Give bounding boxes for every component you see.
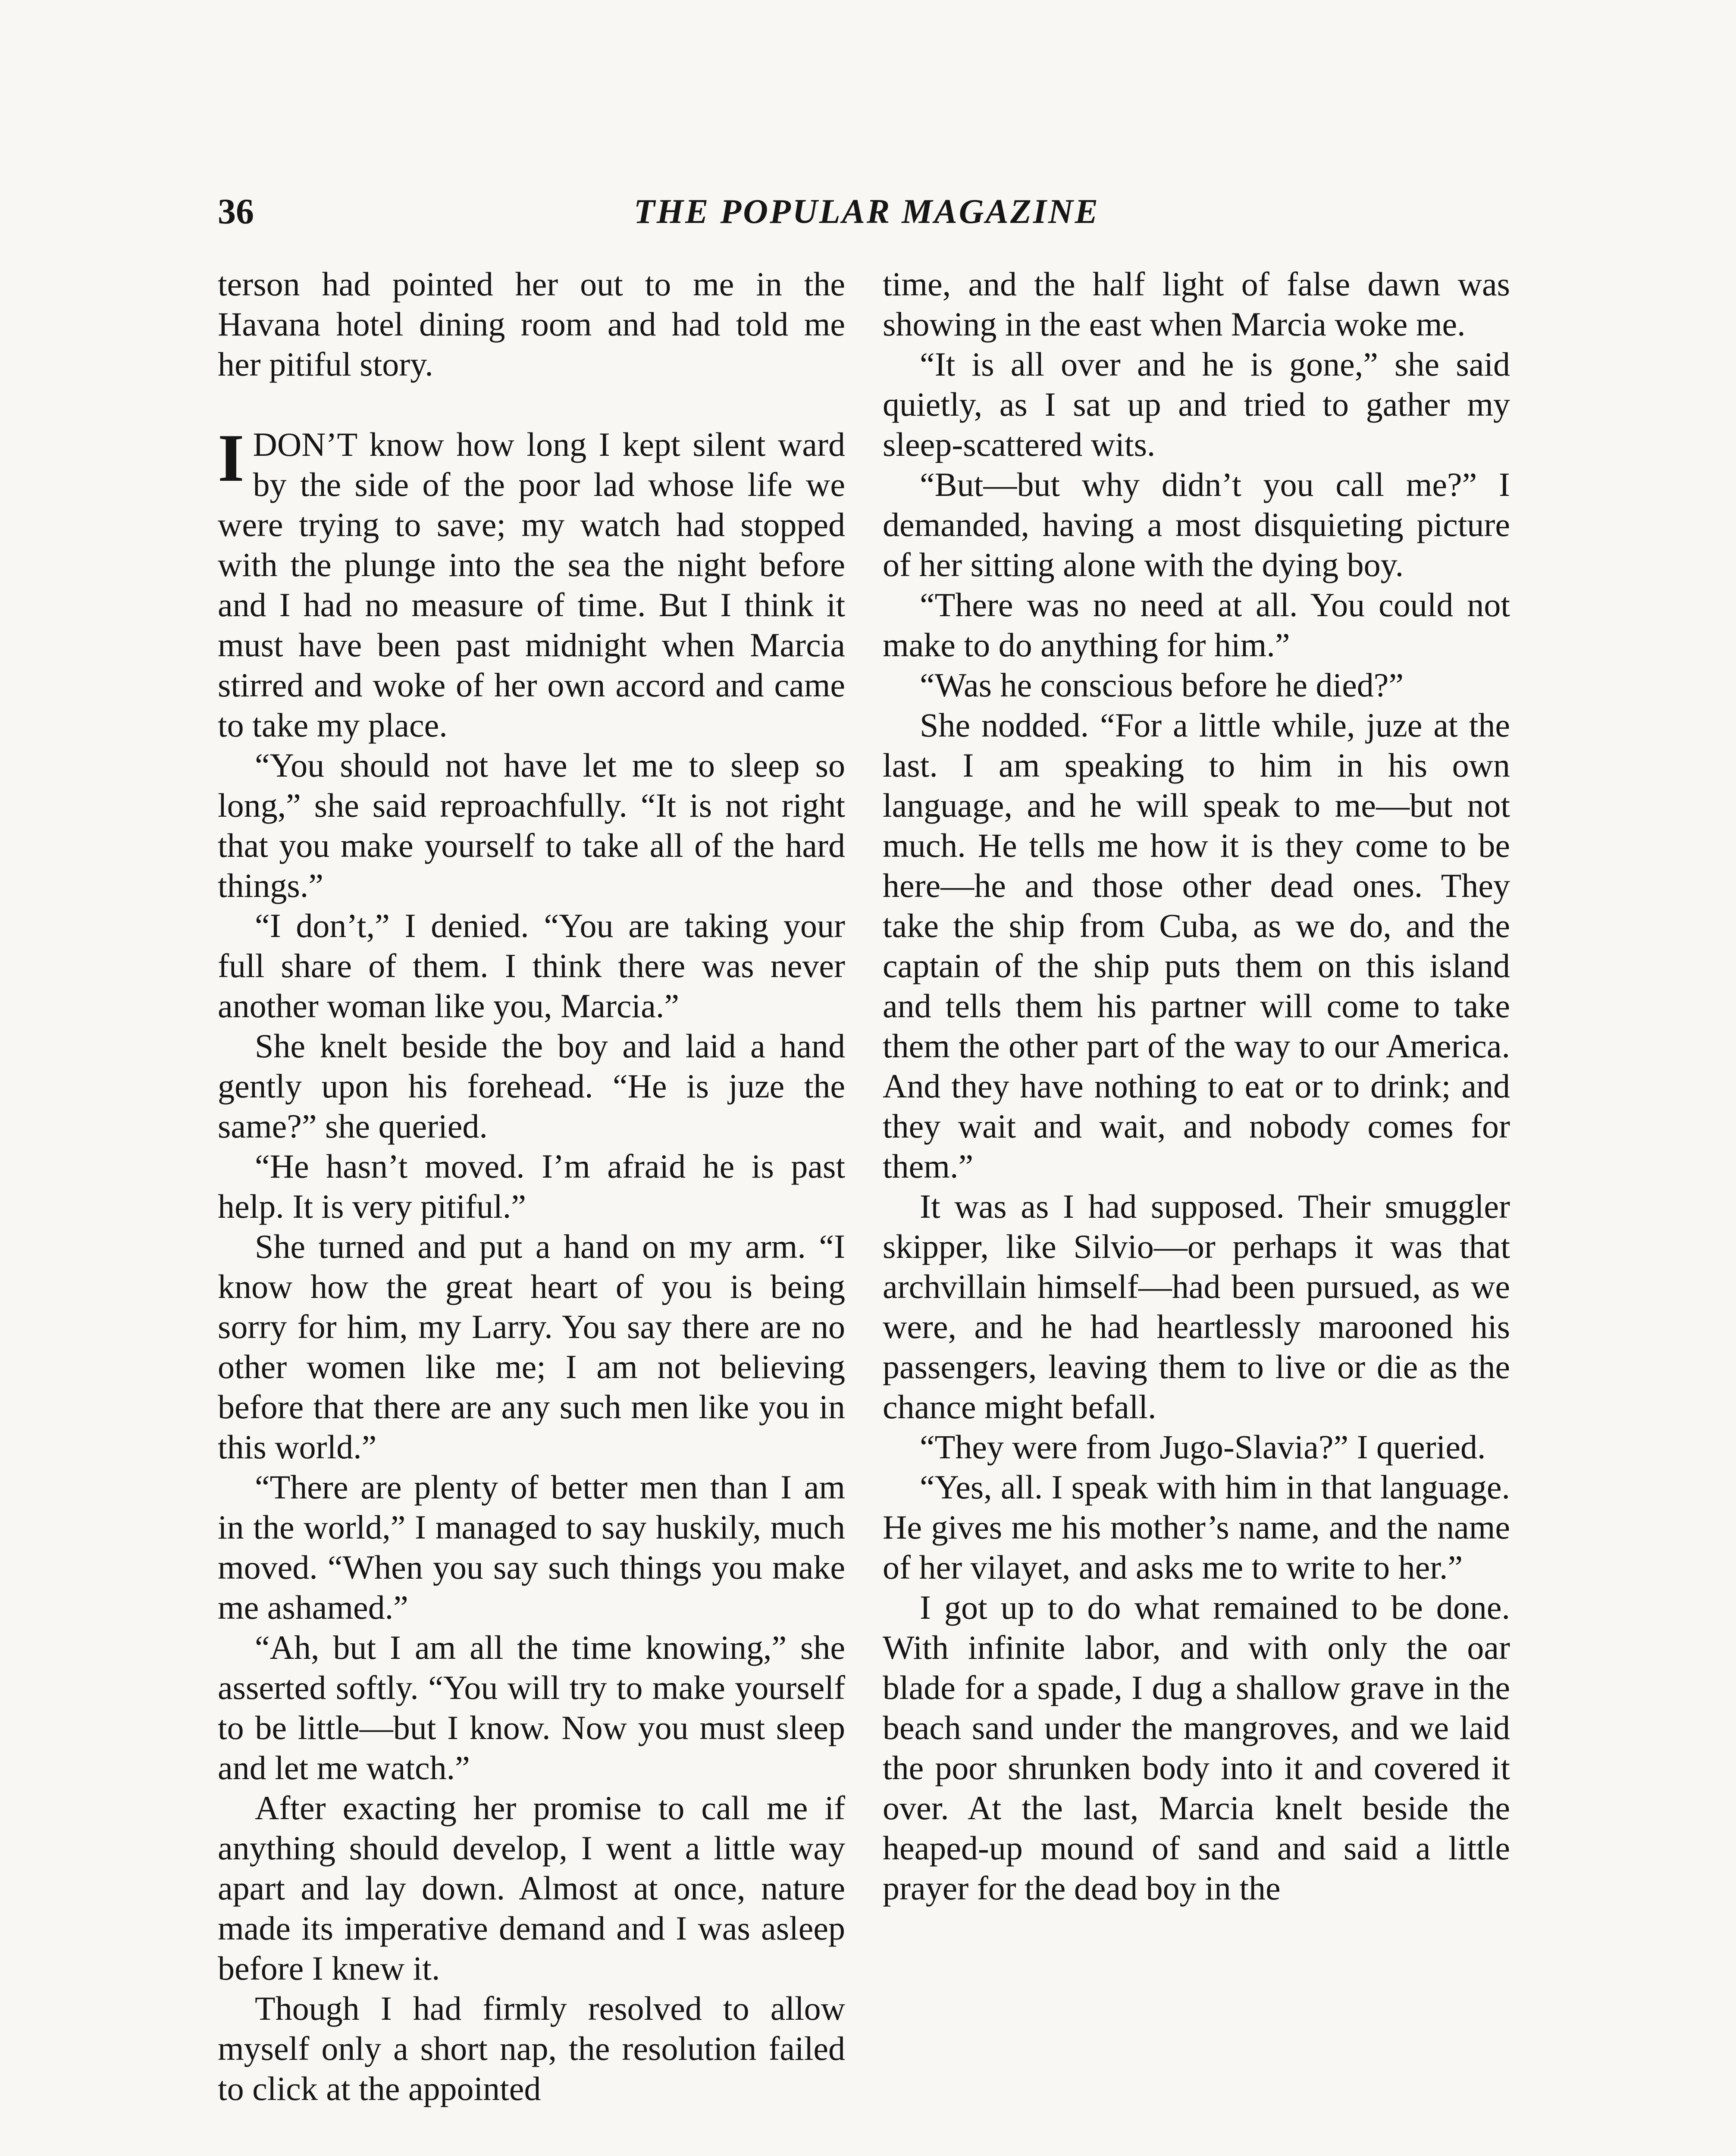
page-number: 36 — [218, 191, 254, 232]
paragraph: “You should not have let me to sleep so long,” she said reproachfully. “It is not right that you make yourself to take all of the hard things.” — [218, 746, 845, 904]
paragraph: time, and the half light of false dawn was showing in the east when Marcia woke me. — [883, 265, 1510, 343]
paragraph: “Yes, all. I speak with him in that language. He gives me his mother’s name, and the name of her vilayet, and asks me to write to her.” — [883, 1468, 1510, 1586]
left-column — [218, 264, 845, 2109]
paragraph: terson had pointed her out to me in the Havana hotel dining room and had told me her pitiful story. — [218, 265, 845, 383]
running-title: THE POPULAR MAGAZINE — [633, 193, 1100, 231]
paragraph: “He hasn’t moved. I’m afraid he is past help. It is very pitiful.” — [218, 1147, 845, 1225]
page-header — [218, 188, 1516, 235]
section-opening-paragraph — [218, 420, 845, 745]
paragraph: “But—but why didn’t you call me?” I demanded, having a most disquieting picture of her sitting alone with the dying boy. — [883, 466, 1510, 583]
paragraph: “They were from Jugo-Slavia?” I queried. — [920, 1428, 1486, 1466]
paragraph: I got up to do what remained to be done. With infinite labor, and with only the oar blade for a spade, I dug a shallow grave in the beach sand under the mangroves, and we laid the poor shrunken body into it and covered it over. At the last, Marcia knelt beside the heaped-up mound of sand and said a little prayer for the dead boy in the — [883, 1589, 1510, 1907]
paragraph: She knelt beside the boy and laid a hand gently upon his forehead. “He is juze the same?” she queried. — [218, 1027, 845, 1145]
paragraph: “Was he conscious before he died?” — [920, 666, 1404, 704]
paragraph: She nodded. “For a little while, juze at the last. I am speaking to him in his own language, and he will speak to me—but not much. He tells me how it is they come to be here—he and those other dead ones. They take the ship from Cuba, as we do, and the captain of the ship puts them on this island and tells them his partner will come to take them the other part of the way to our America. And they have nothing to eat or to drink; and they wait and wait, and nobody comes for them.” — [883, 706, 1510, 1185]
drop-cap: I — [218, 420, 244, 496]
paragraph: Though I had firmly resolved to allow myself only a short nap, the resolution failed to click at the appointed — [218, 1990, 845, 2107]
paragraph: “I don’t,” I denied. “You are taking your full share of them. I think there was never another woman like you, Marcia.” — [218, 907, 845, 1025]
paragraph: It was as I had supposed. Their smuggler skipper, like Silvio—or perhaps it was that archvillain himself—had been pursued, as we were, and he had heartlessly marooned his passengers, leaving them to live or die as the chance might befall. — [883, 1188, 1510, 1426]
paragraph: “There was no need at all. You could not make to do anything for him.” — [883, 586, 1510, 664]
paragraph: “Ah, but I am all the time knowing,” she asserted softly. “You will try to make yourself to be little—but I know. Now you must sleep and let me watch.” — [218, 1629, 845, 1786]
paragraph: “It is all over and he is gone,” she said quietly, as I sat up and tried to gather my sleep-scattered wits. — [883, 345, 1510, 463]
section-opening-text: DON’T know how long I kept silent ward by the side of the poor lad whose life we were trying to save; my watch had stopped with the plunge into the sea the night before and I had no measure of time. But I think it must have been past midnight when Marcia stirred and woke of her own accord and came to take my place. — [218, 426, 845, 744]
paragraph: After exacting her promise to call me if anything should develop, I went a little way apart and lay down. Almost at once, nature made its imperative demand and I was asleep before I knew it. — [218, 1789, 845, 1987]
paragraph: She turned and put a hand on my arm. “I know how the great heart of you is being sorry for him, my Larry. You say there are no other women like me; I am not believing before that there are any such men like you in this world.” — [218, 1228, 845, 1466]
right-column — [883, 264, 1510, 1908]
paragraph: “There are plenty of better men than I am in the world,” I managed to say huskily, much moved. “When you say such things you make me ashamed.” — [218, 1468, 845, 1626]
